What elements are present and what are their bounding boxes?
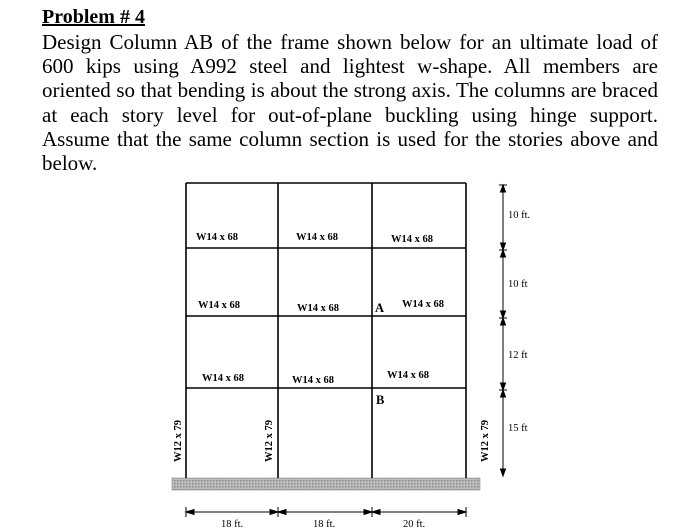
- point-b-label: B: [376, 393, 385, 407]
- story-height-label: 12 ft: [508, 350, 528, 361]
- bay-width-dimensions: [186, 507, 466, 517]
- bay-width-label: 18 ft.: [221, 519, 244, 529]
- beam-label: W14 x 68: [202, 373, 244, 384]
- beam-label: W14 x 68: [387, 370, 429, 381]
- bay-width-label: 20 ft.: [403, 519, 426, 529]
- column-label: W12 x 79: [480, 420, 491, 462]
- beam-label: W14 x 68: [296, 232, 338, 243]
- beam-label: W14 x 68: [196, 232, 238, 243]
- beam-label: W14 x 68: [391, 234, 433, 245]
- problem-title: Problem # 4: [42, 6, 145, 28]
- frame-members: [186, 183, 466, 478]
- beam-label: W14 x 68: [402, 299, 444, 310]
- problem-text: Design Column AB of the frame shown below for an ultimate load of 600 kips using A992 steel and lightest w-shape. All members are oriented so that bending is about the strong axis. The columns are braced at each story level for out-of-plane buckling using hinge support. Assume that the same column section is used for the stories above and below.: [42, 30, 658, 176]
- column-label: W12 x 79: [173, 420, 184, 462]
- column-label: W12 x 79: [264, 420, 275, 462]
- story-height-dimensions: [499, 185, 507, 476]
- beam-label: W14 x 68: [198, 300, 240, 311]
- beam-label: W14 x 68: [292, 375, 334, 386]
- point-a-label: A: [375, 301, 385, 315]
- bay-width-label: 18 ft.: [313, 519, 336, 529]
- story-height-label: 10 ft.: [508, 210, 531, 221]
- story-height-label: 10 ft: [508, 279, 528, 290]
- beam-label: W14 x 68: [297, 303, 339, 314]
- story-height-label: 15 ft: [508, 423, 528, 434]
- ground-support: [172, 478, 480, 490]
